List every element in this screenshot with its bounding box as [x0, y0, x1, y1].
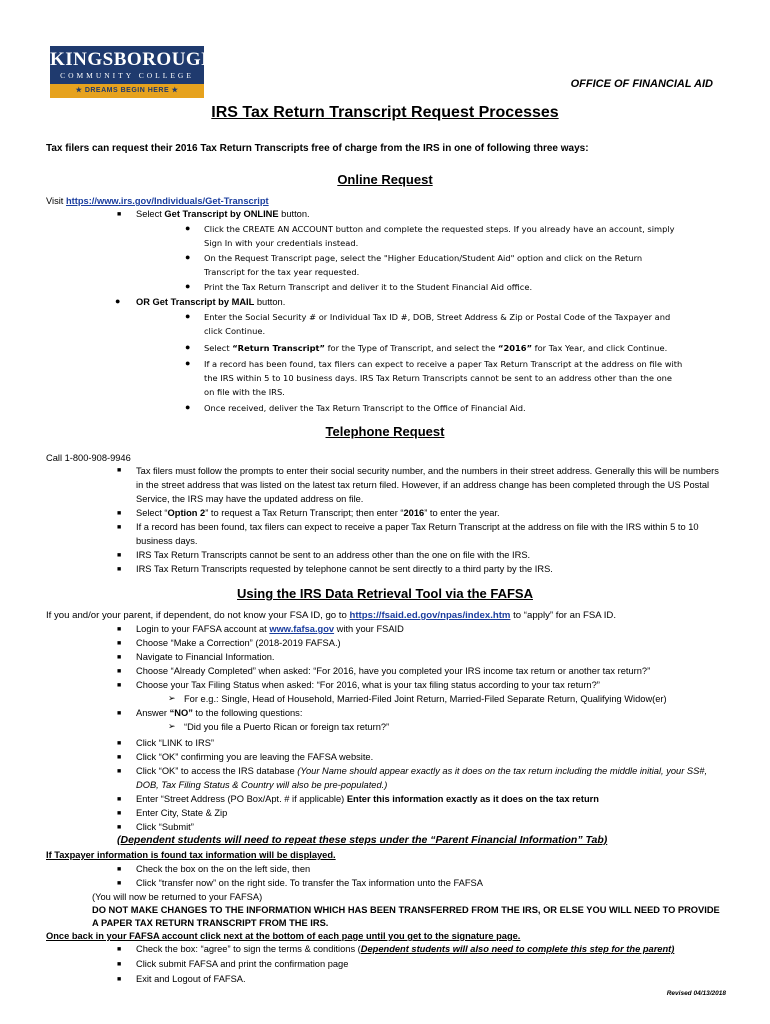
drt-filing-examples: For e.g.: Single, Head of Household, Married-Filed Joint Return, Married-Filed Separate Return, Qualifying Widow(er) — [184, 694, 667, 704]
arrow-bullet-icon: ➢ — [168, 721, 176, 731]
square-bullet-icon: ■ — [117, 524, 122, 531]
bullet-icon: ● — [185, 311, 191, 321]
revised-date: Revised 04/13/2018 — [666, 990, 726, 997]
online-step-2b: Transcript for the tax year requested. — [204, 267, 360, 277]
online-step-2a: On the Request Transcript page, select the "Higher Education/Student Aid" option and click on the Return — [204, 253, 643, 263]
dependent-note: (Dependent students will need to repeat these steps under the “Parent Financial Information” Tab) — [117, 834, 608, 846]
square-bullet-icon: ■ — [117, 824, 122, 831]
intro-text: Tax filers can request their 2016 Tax Return Transcripts free of charge from the IRS in one of following three ways: — [46, 143, 589, 154]
logo-name: KINGSBOROUGH — [50, 49, 217, 70]
mail-step-4: Once received, deliver the Tax Return Transcript to the Office of Financial Aid. — [204, 403, 526, 413]
bullet-icon: ● — [185, 223, 191, 233]
square-bullet-icon: ■ — [117, 796, 122, 803]
bullet-icon: ● — [185, 358, 191, 368]
fsaid-link[interactable]: https://fsaid.ed.gov/npas/index.htm — [349, 610, 511, 621]
online-heading: Online Request — [337, 172, 433, 187]
square-bullet-icon: ■ — [117, 880, 122, 887]
fsa-id-line: If you and/or your parent, if dependent, do not know your FSA ID, go to https://fsaid.ed.gov/npas/index.htm to “apply” for an FSA ID. — [46, 610, 617, 621]
square-bullet-icon: ■ — [117, 640, 122, 647]
logo-tagline: ★ DREAMS BEGIN HERE ★ — [50, 84, 204, 98]
drt-puerto-rico-question: “Did you file a Puerto Rican or foreign tax return?” — [184, 722, 390, 732]
bullet-icon: ● — [185, 252, 191, 262]
square-bullet-icon: ■ — [117, 510, 122, 517]
logo-sub: COMMUNITY COLLEGE — [60, 71, 194, 80]
drt-step-answer-no: Answer “NO” to the following questions: — [136, 708, 303, 718]
mail-line: OR Get Transcript by MAIL button. — [136, 297, 286, 307]
mail-step-3a: If a record has been found, tax filers can expect to receive a paper Tax Return Transcript at the address on file with — [204, 359, 683, 369]
fafsa-link[interactable]: www.fafsa.gov — [269, 624, 335, 634]
square-bullet-icon: ■ — [117, 467, 122, 474]
drt-step-ok-irs: Click “OK” to access the IRS database (Your Name should appear exactly as it does on the tax return including the middle initial, your SS#, — [136, 766, 708, 776]
signature-heading: Once back in your FAFSA account click next at the bottom of each page until you get to the signature page. — [46, 931, 521, 941]
drt-step-link-irs: Click “LINK to IRS” — [136, 738, 215, 748]
found-step-transfer: Click “transfer now” on the right side. To transfer the Tax information unto the FAFSA — [136, 878, 483, 888]
square-bullet-icon: ■ — [117, 668, 122, 675]
mail-step-3b: the IRS within 5 to 10 business days. IRS Tax Return Transcripts cannot be sent to an address other than the one — [204, 373, 673, 383]
sign-step-agree: Check the box: “agree” to sign the terms & conditions (Dependent students will also need to complete this step for the parent) — [136, 944, 675, 954]
square-bullet-icon: ■ — [117, 768, 122, 775]
drt-step-completed: Choose “Already Completed” when asked: “For 2016, have you completed your IRS income tax return or another tax return?” — [136, 666, 651, 676]
phone-step-3a: If a record has been found, tax filers can expect to receive a paper Tax Return Transcript at the address on file with the IRS within 5 to 10 — [136, 522, 699, 532]
drt-step-correction: Choose “Make a Correction” (2018-2019 FAFSA.) — [136, 638, 341, 648]
phone-step-5: IRS Tax Return Transcripts requested by telephone cannot be sent directly to a third party by the IRS. — [136, 564, 553, 574]
drt-step-address: Enter “Street Address (PO Box/Apt. # if applicable) Enter this information exactly as it does on the tax return — [136, 794, 599, 804]
square-bullet-icon: ■ — [117, 946, 122, 953]
square-bullet-icon: ■ — [117, 866, 122, 873]
sign-step-exit: Exit and Logout of FAFSA. — [136, 974, 246, 984]
online-step-1a: Click the CREATE AN ACCOUNT button and complete the requested steps. If you already have an account, simply — [204, 224, 675, 234]
phone-step-4: IRS Tax Return Transcripts cannot be sent to an address other than the one on file with the IRS. — [136, 550, 531, 560]
square-bullet-icon: ■ — [117, 566, 122, 573]
square-bullet-icon: ■ — [117, 682, 122, 689]
square-bullet-icon: ■ — [117, 552, 122, 559]
found-step-check: Check the box on the on the left side, then — [136, 864, 311, 874]
office-label: OFFICE OF FINANCIAL AID — [570, 78, 713, 90]
drt-step-login: Login to your FAFSA account at www.fafsa.gov with your FSAID — [136, 624, 404, 634]
bullet-icon: ● — [115, 296, 121, 306]
returned-note: (You will now be returned to your FAFSA) — [92, 892, 263, 902]
irs-transcript-link[interactable]: https://www.irs.gov/Individuals/Get-Transcript — [65, 196, 269, 206]
drt-step-navigate: Navigate to Financial Information. — [136, 652, 275, 662]
warning-line-2: A PAPER TAX RETURN TRANSCRIPT FROM THE IRS. — [92, 918, 329, 928]
mail-step-3c: on file with the IRS. — [204, 387, 285, 397]
square-bullet-icon: ■ — [117, 654, 122, 661]
bullet-icon: ● — [185, 342, 191, 352]
square-bullet-icon: ■ — [117, 976, 122, 983]
square-bullet-icon: ■ — [117, 626, 122, 633]
square-bullet-icon: ■ — [117, 740, 122, 747]
drt-step-filing-status: Choose your Tax Filing Status when asked: “For 2016, what is your tax filing status according to your tax return?” — [136, 680, 600, 690]
found-heading: If Taxpayer information is found tax information will be displayed. — [46, 850, 336, 860]
telephone-heading: Telephone Request — [325, 424, 445, 439]
online-step-3: Print the Tax Return Transcript and deliver it to the Student Financial Aid office. — [204, 282, 533, 292]
bullet-icon: ● — [185, 281, 191, 291]
mail-step-1b: click Continue. — [204, 326, 266, 336]
drt-step-ok-leave: Click “OK” confirming you are leaving the FAFSA website. — [136, 752, 374, 762]
visit-line: Visit https://www.irs.gov/Individuals/Get-Transcript — [46, 196, 269, 206]
phone-step-2: Select “Option 2” to request a Tax Return Transcript; then enter “2016” to enter the year. — [136, 508, 500, 518]
bullet-icon: ● — [185, 402, 191, 412]
drt-heading: Using the IRS Data Retrieval Tool via the FAFSA — [237, 586, 533, 601]
square-bullet-icon: ■ — [117, 710, 122, 717]
square-bullet-icon: ■ — [117, 961, 122, 968]
sign-step-submit: Click submit FAFSA and print the confirmation page — [136, 959, 349, 969]
phone-step-1c: Service, the IRS may have the updated address on file. — [136, 494, 364, 504]
warning-line-1: DO NOT MAKE CHANGES TO THE INFORMATION WHICH HAS BEEN TRANSFERRED FROM THE IRS, OR ELSE YOU WILL NEED TO PROVIDE — [92, 905, 720, 915]
call-number: Call 1-800-908-9946 — [46, 453, 131, 463]
drt-step-submit: Click “Submit” — [136, 822, 194, 832]
mail-step-1a: Enter the Social Security # or Individual Tax ID #, DOB, Street Address & Zip or Postal Code of the Taxpayer and — [204, 312, 671, 322]
page-title: IRS Tax Return Transcript Request Processes — [211, 104, 559, 121]
arrow-bullet-icon: ➢ — [168, 693, 176, 703]
square-bullet-icon: ■ — [117, 810, 122, 817]
phone-step-1b: in the street address that was listed on the latest tax return filed. However, if an address change has been completed through the US Postal — [136, 480, 710, 490]
online-select-line: Select Get Transcript by ONLINE button. — [136, 209, 310, 219]
phone-step-1a: Tax filers must follow the prompts to enter their social security number, and the numbers in their street address. Generally this will be numbers — [136, 466, 719, 476]
phone-step-3b: business days. — [136, 536, 198, 546]
square-bullet-icon: ■ — [117, 754, 122, 761]
college-logo — [50, 46, 217, 98]
mail-step-2: Select “Return Transcript” for the Type of Transcript, and select the “2016” for Tax Year, and click Continue. — [204, 343, 668, 353]
drt-step-ok-irs-cont: DOB, Tax Filing Status & Country will also be pre-populated.) — [136, 780, 388, 790]
online-step-1b: Sign In with your credentials instead. — [204, 238, 359, 248]
square-bullet-icon: ■ — [117, 211, 122, 218]
drt-step-city: Enter City, State & Zip — [136, 808, 228, 818]
